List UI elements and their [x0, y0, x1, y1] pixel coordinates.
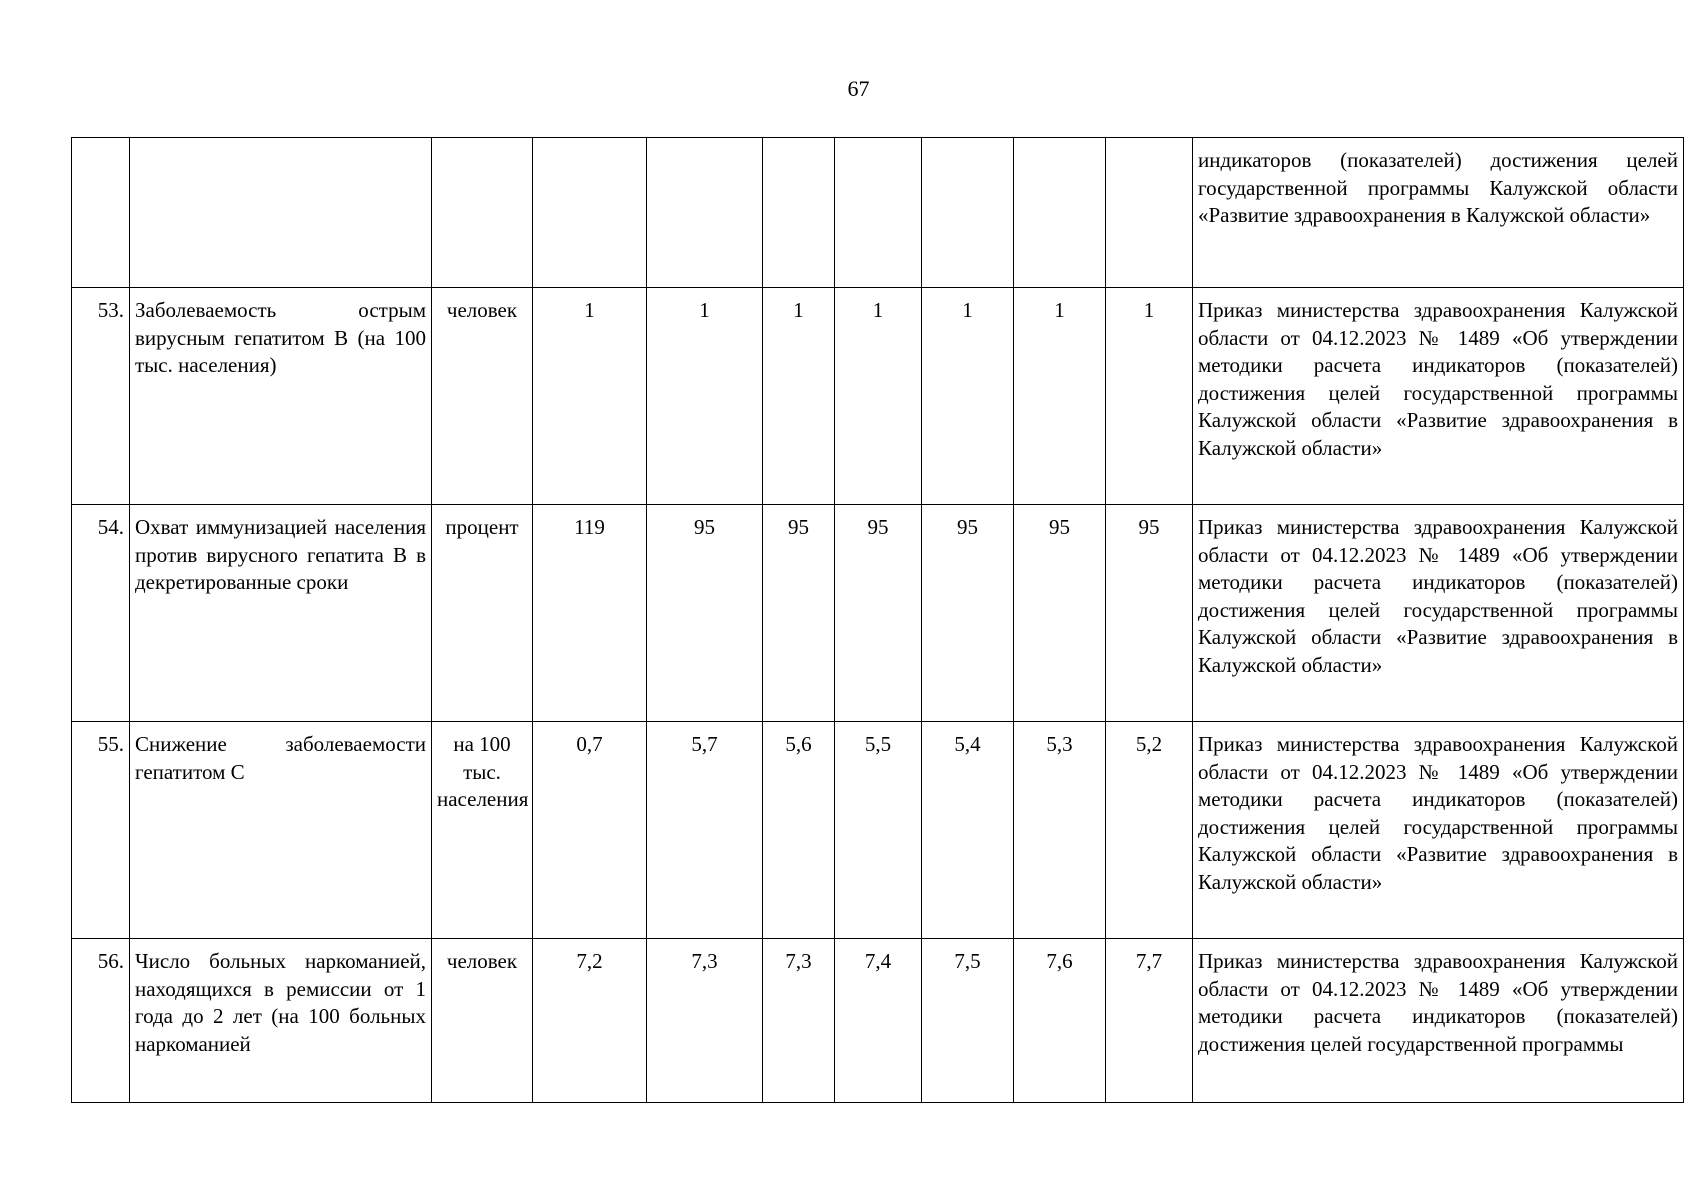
cell-value	[1106, 138, 1193, 288]
cell-value: 95	[922, 505, 1014, 722]
cell-unit: человек	[432, 939, 533, 1103]
cell-value: 95	[1106, 505, 1193, 722]
cell-num: 54.	[72, 505, 130, 722]
cell-name: Снижение заболеваемости гепатитом С	[130, 722, 432, 939]
cell-num	[72, 138, 130, 288]
cell-value: 1	[647, 288, 763, 505]
cell-unit: человек	[432, 288, 533, 505]
cell-num: 55.	[72, 722, 130, 939]
table-row-continuation	[72, 138, 1684, 288]
cell-value: 7,2	[533, 939, 647, 1103]
table-row	[72, 939, 1684, 1103]
cell-value: 7,6	[1014, 939, 1106, 1103]
cell-name	[130, 138, 432, 288]
cell-value: 95	[647, 505, 763, 722]
cell-value	[763, 138, 835, 288]
cell-value: 1	[1014, 288, 1106, 505]
cell-num: 56.	[72, 939, 130, 1103]
cell-value: 7,3	[763, 939, 835, 1103]
cell-value: 7,7	[1106, 939, 1193, 1103]
cell-name: Охват иммунизацией населения против вирусного гепатита В в декретированные сроки	[130, 505, 432, 722]
cell-value	[922, 138, 1014, 288]
cell-num: 53.	[72, 288, 130, 505]
cell-value: 1	[922, 288, 1014, 505]
cell-value: 1	[1106, 288, 1193, 505]
cell-source: Приказ министерства здравоохранения Калужской области от 04.12.2023 № 1489 «Об утверждении методики расчета индикаторов (показателей) достижения целей государственной программы	[1193, 939, 1684, 1103]
cell-unit	[432, 138, 533, 288]
cell-value	[647, 138, 763, 288]
table-row	[72, 505, 1684, 722]
cell-value: 5,2	[1106, 722, 1193, 939]
cell-value: 95	[1014, 505, 1106, 722]
cell-value: 95	[835, 505, 922, 722]
cell-source: Приказ министерства здравоохранения Калужской области от 04.12.2023 № 1489 «Об утверждении методики расчета индикаторов (показателей) достижения целей государственной программы Калужской области «Развитие здравоохранения в Калужской области»	[1193, 288, 1684, 505]
cell-value: 1	[763, 288, 835, 505]
cell-name: Число больных наркоманией, находящихся в ремиссии от 1 года до 2 лет (на 100 больных наркоманией	[130, 939, 432, 1103]
cell-value: 1	[835, 288, 922, 505]
cell-value: 0,7	[533, 722, 647, 939]
cell-source: индикаторов (показателей) достижения целей государственной программы Калужской области «Развитие здравоохранения в Калужской области»	[1193, 138, 1684, 288]
cell-unit: на 100 тыс. населения	[432, 722, 533, 939]
page-number: 67	[847, 76, 870, 101]
cell-value: 7,3	[647, 939, 763, 1103]
cell-value	[1014, 138, 1106, 288]
cell-source: Приказ министерства здравоохранения Калужской области от 04.12.2023 № 1489 «Об утверждении методики расчета индикаторов (показателей) достижения целей государственной программы Калужской области «Развитие здравоохранения в Калужской области»	[1193, 722, 1684, 939]
cell-unit: процент	[432, 505, 533, 722]
cell-value: 5,7	[647, 722, 763, 939]
cell-value: 7,4	[835, 939, 922, 1103]
cell-value: 95	[763, 505, 835, 722]
cell-value: 5,4	[922, 722, 1014, 939]
cell-value: 7,5	[922, 939, 1014, 1103]
table-row	[72, 722, 1684, 939]
cell-value: 1	[533, 288, 647, 505]
cell-value: 119	[533, 505, 647, 722]
cell-value: 5,3	[1014, 722, 1106, 939]
table-row	[72, 288, 1684, 505]
cell-value: 5,6	[763, 722, 835, 939]
cell-name: Заболеваемость острым вирусным гепатитом В (на 100 тыс. населения)	[130, 288, 432, 505]
indicators-table	[71, 137, 1684, 1103]
cell-value	[533, 138, 647, 288]
cell-value: 5,5	[835, 722, 922, 939]
cell-value	[835, 138, 922, 288]
cell-source: Приказ министерства здравоохранения Калужской области от 04.12.2023 № 1489 «Об утверждении методики расчета индикаторов (показателей) достижения целей государственной программы Калужской области «Развитие здравоохранения в Калужской области»	[1193, 505, 1684, 722]
